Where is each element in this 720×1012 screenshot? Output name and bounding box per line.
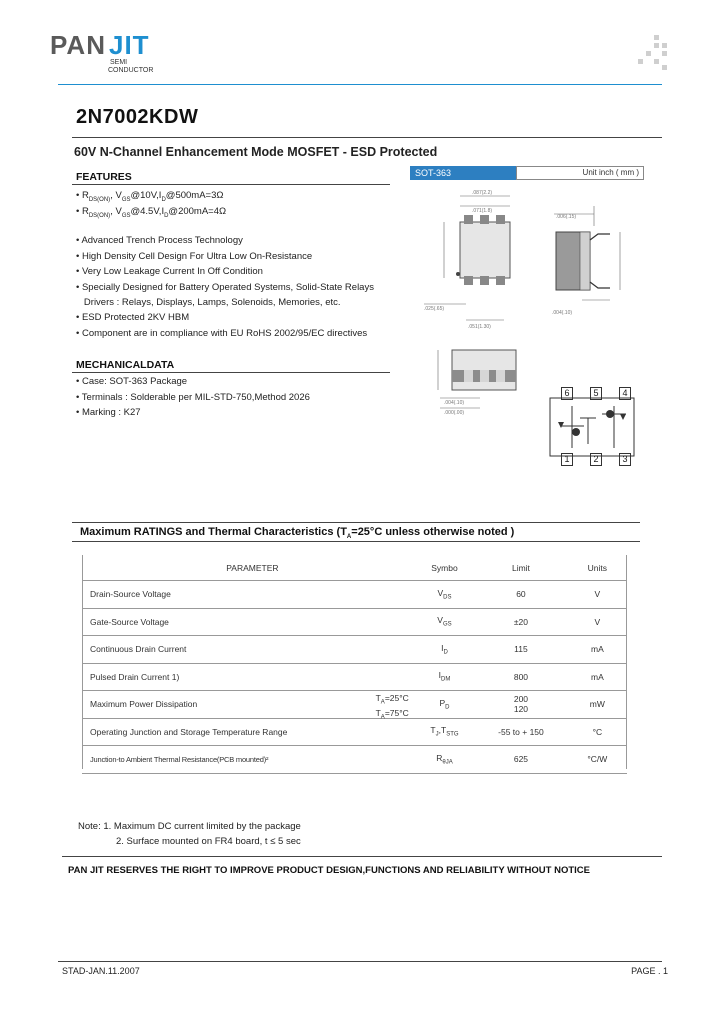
note-1: Note: 1. Maximum DC current limited by the package [78, 821, 301, 832]
package-outline-drawing [410, 182, 650, 472]
pin-label: 1 [561, 453, 573, 466]
footer-rule [58, 961, 662, 962]
pin-label: 6 [561, 387, 573, 400]
ratings-bottom-rule [72, 541, 640, 542]
title-rule [72, 137, 662, 138]
footer-date: STAD-JAN.11.2007 [62, 966, 140, 976]
table-right-border [626, 555, 627, 769]
logo-subtext [108, 59, 153, 75]
mechanical-rule [72, 372, 390, 373]
mechanical-heading: MECHANICALDATA [76, 359, 175, 371]
pin-label: 2 [590, 453, 602, 466]
feature-item: • Very Low Leakage Current In Off Condition [76, 266, 263, 277]
svg-text:.004(.10): .004(.10) [552, 310, 573, 316]
features-heading: FEATURES [76, 171, 132, 183]
logo-conductor-line: CONDUCTOR [108, 67, 154, 74]
table-row: Drain-Source Voltage $V_{DS}$ 60 V [82, 581, 627, 609]
logo-jit-text: JIT [109, 30, 150, 60]
table-row: Maximum Power Dissipation $T_A=25^\circ C$ $T_A=75^\circ C$ $P_D$ 200 120 mW [82, 691, 627, 719]
feature-item: • High Density Cell Design For Ultra Low On-Resistance [76, 251, 313, 262]
mechanical-item: • Case: SOT-363 Package [76, 376, 188, 387]
feature-item: • Specially Designed for Battery Operated Systems, Solid-State Relays [76, 282, 374, 293]
ratings-table [82, 555, 627, 774]
svg-text:.025(.65): .025(.65) [424, 306, 445, 312]
table-row: Pulsed Drain Current 1) $I_{DM}$ 800 mA [82, 663, 627, 691]
svg-text:.000(.00): .000(.00) [444, 410, 465, 416]
header-units: Units [568, 555, 627, 581]
header-parameter: PARAMETER [82, 555, 415, 581]
footer-page: PAGE . 1 [631, 966, 668, 976]
header-symbol: Symbo [415, 555, 474, 581]
ratings-top-rule [72, 522, 640, 523]
rds-spec-1: • $R_{DS(ON)}$, $V_{GS}@10V,I_D@500mA=3\Omega$ [76, 190, 224, 203]
header-rule [58, 84, 662, 85]
feature-item: • Advanced Trench Process Technology [76, 235, 243, 246]
table-left-border [82, 555, 83, 769]
mechanical-item: • Terminals : Solderable per MIL-STD-750,Method 2026 [76, 392, 310, 403]
rds-spec-2: • $R_{DS(ON)}$, $V_{GS}@4.5V,I_D@200mA=4\Omega$ [76, 206, 227, 219]
page-subtitle: 60V N-Channel Enhancement Mode MOSFET - ESD Protected [74, 145, 438, 159]
table-row: Continuous Drain Current $I_D$ 115 mA [82, 636, 627, 664]
svg-text:.087(2.2): .087(2.2) [472, 190, 493, 196]
ratings-title: Maximum RATINGS and Thermal Characteristics ($T_A=25^\circ C$ unless otherwise noted ) [80, 526, 515, 541]
table-header-row [82, 555, 627, 581]
logo-pan-text: PAN [50, 30, 106, 60]
feature-item: Drivers : Relays, Displays, Lamps, Solenoids, Memories, etc. [76, 297, 341, 308]
table-row: Gate-Source Voltage $V_{GS}$ ±20 V [82, 608, 627, 636]
table-row: Junction-to Ambient Thermal Resistance(PCB mounted)² $R_{\theta JA}$ 625 °C/W [82, 746, 627, 774]
feature-item: • ESD Protected 2KV HBM [76, 312, 190, 323]
feature-item: • Component are in compliance with EU RoHS 2002/95/EC directives [76, 328, 368, 339]
table-row: Operating Junction and Storage Temperature Range $T_J,T_{STG}$ -55 to + 150 °C [82, 718, 627, 746]
pin-label: 4 [619, 387, 631, 400]
pin-label: 5 [590, 387, 602, 400]
part-number: 2N7002KDW [76, 106, 199, 128]
svg-text:.004(.10): .004(.10) [444, 400, 465, 406]
header-limit: Limit [474, 555, 568, 581]
svg-text:.071(1.8): .071(1.8) [472, 208, 493, 214]
note-2: 2. Surface mounted on FR4 board, t ≤ 5 sec [116, 836, 301, 847]
svg-text:.051(1.30): .051(1.30) [468, 324, 491, 330]
notes-rule [62, 856, 662, 857]
corner-squares-decoration [634, 35, 674, 71]
logo-semi-line: SEMI [110, 59, 128, 66]
svg-text:.006(.15): .006(.15) [556, 214, 577, 220]
package-label: SOT-363 [410, 166, 516, 180]
features-rule [72, 184, 390, 185]
reserve-statement: PAN JIT RESERVES THE RIGHT TO IMPROVE PRODUCT DESIGN,FUNCTIONS AND RELIABILITY WITHOUT NOTICE [68, 865, 591, 876]
mechanical-item: • Marking : K27 [76, 407, 141, 418]
package-unit: Unit inch ( mm ) [516, 166, 644, 180]
pin-label: 3 [619, 453, 631, 466]
